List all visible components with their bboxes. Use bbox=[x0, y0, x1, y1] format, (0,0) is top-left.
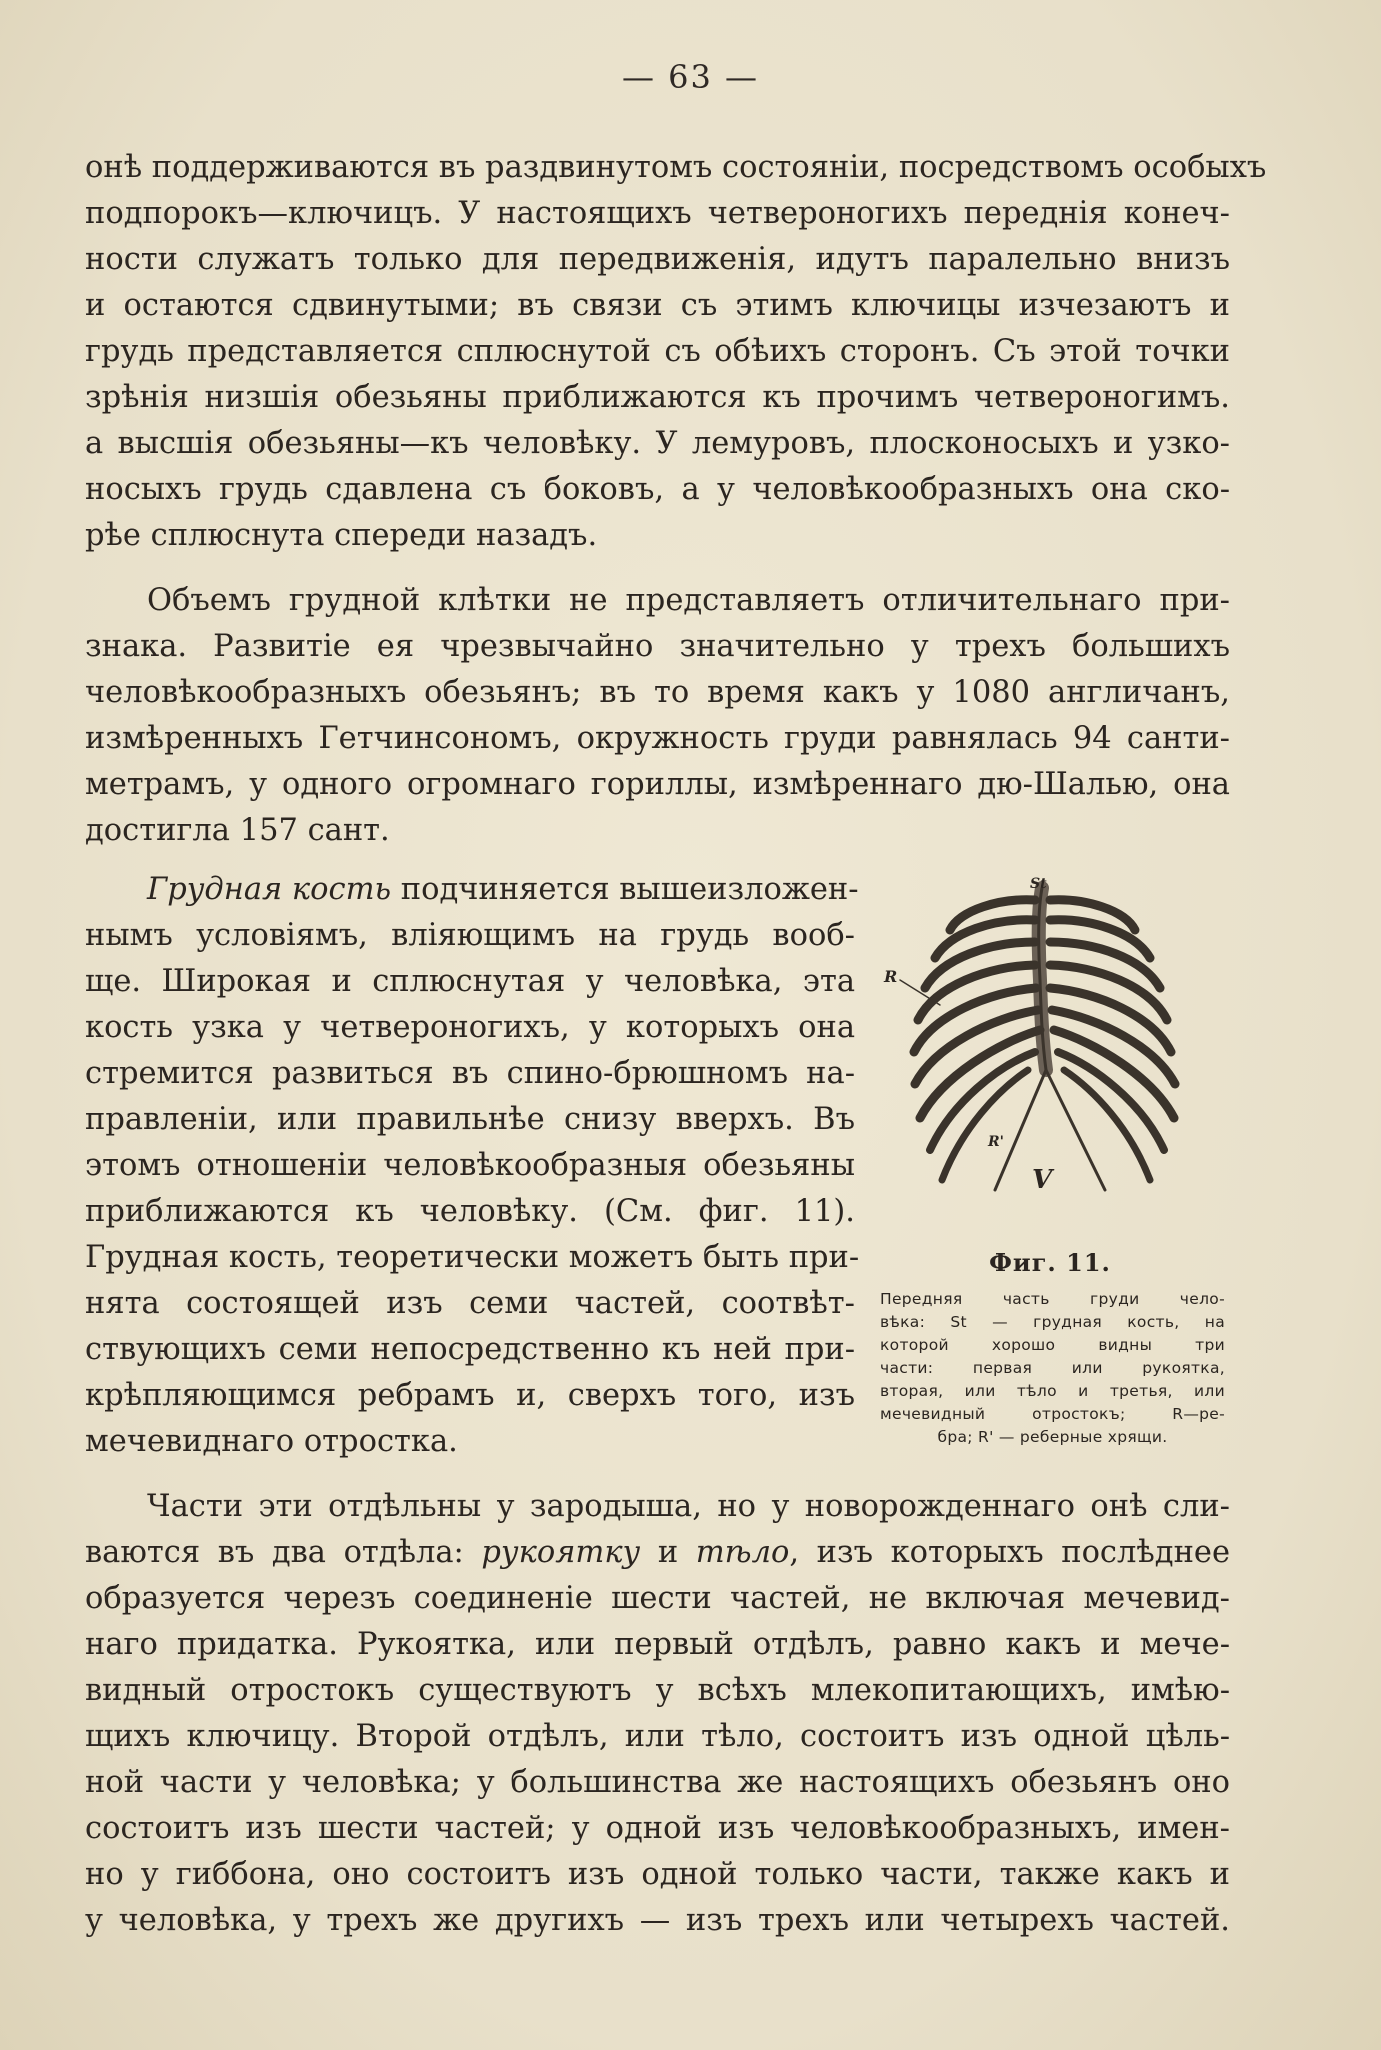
caption-line: которой хорошо видны три bbox=[880, 1336, 1225, 1354]
text-line: человѣкообразныхъ обезьянъ; въ то время какъ у 1080 англичанъ, bbox=[85, 675, 1230, 710]
page-number: — 63 — bbox=[621, 58, 760, 96]
caption-line: вторая, или тѣло и третья, или bbox=[880, 1382, 1225, 1400]
label-r-prime: R' bbox=[988, 1134, 1004, 1150]
text-line: измѣренныхъ Гетчинсономъ, окружность груди равнялась 94 санти- bbox=[85, 721, 1230, 756]
text-line: а высшія обезьяны—къ человѣку. У лемуровъ, плосконосыхъ и узко- bbox=[85, 426, 1230, 461]
text-line: рѣе сплюснута спереди назадъ. bbox=[85, 518, 598, 553]
text-line: наго придатка. Рукоятка, или первый отдѣлъ, равно какъ и мече- bbox=[85, 1627, 1230, 1662]
text-line: мечевиднаго отростка. bbox=[85, 1424, 458, 1459]
text-line: онѣ поддерживаются въ раздвинутомъ состояніи, посредствомъ особыхъ bbox=[85, 150, 1267, 185]
text-line: крѣпляющимся ребрамъ и, сверхъ того, изъ bbox=[85, 1378, 855, 1413]
text-line: ности служатъ только для передвиженія, идутъ паралельно внизъ bbox=[85, 242, 1230, 277]
text-line: у человѣка, у трехъ же другихъ — изъ трехъ или четырехъ частей. bbox=[85, 1903, 1230, 1938]
text-line: грудь представляется сплюснутой съ обѣихъ сторонъ. Съ этой точки bbox=[85, 334, 1230, 369]
text-line: щихъ ключицу. Второй отдѣлъ, или тѣло, состоитъ изъ одной цѣль- bbox=[85, 1719, 1230, 1754]
text-line: нята состоящей изъ семи частей, соотвѣт- bbox=[85, 1286, 855, 1321]
caption-line: мечевидный отростокъ; R—ре- bbox=[880, 1405, 1225, 1423]
text-line: состоитъ изъ шести частей; у одной изъ человѣкообразныхъ, имен- bbox=[85, 1811, 1230, 1846]
text-line: но у гиббона, оно состоитъ изъ одной только части, также какъ и bbox=[85, 1857, 1230, 1892]
text-line: нымъ условіямъ, вліяющимъ на грудь вооб- bbox=[85, 918, 855, 953]
text-line: стремится развиться въ спино-брюшномъ на- bbox=[85, 1056, 855, 1091]
italic-term: рукоятку bbox=[481, 1535, 641, 1570]
caption-line: бра; R' — реберные хрящи. bbox=[937, 1428, 1168, 1446]
text-line: правленіи, или правильнѣе снизу вверхъ. Въ bbox=[85, 1102, 855, 1137]
caption-line: Передняя часть груди чело- bbox=[880, 1290, 1225, 1308]
text-line: и остаются сдвинутыми; въ связи съ этимъ ключицы изчезаютъ и bbox=[85, 288, 1230, 323]
ribcage-figure bbox=[880, 870, 1220, 1230]
text-line: Грудная кость, теоретически можетъ быть при- bbox=[85, 1240, 860, 1275]
text-line: видный отростокъ существуютъ у всѣхъ млекопитающихъ, имѣю- bbox=[85, 1673, 1230, 1708]
text-line: ваются въ два отдѣла: рукоятку и тѣло, изъ которыхъ послѣднее bbox=[85, 1535, 1230, 1570]
text-line: ще. Широкая и сплюснутая у человѣка, эта bbox=[85, 964, 855, 999]
text-line: достигла 157 сант. bbox=[85, 813, 390, 848]
text-line: Объемъ грудной клѣтки не представляетъ отличительнаго при- bbox=[147, 583, 1230, 618]
text-line: Части эти отдѣльны у зародыша, но у новорожденнаго онѣ сли- bbox=[147, 1489, 1230, 1524]
caption-line: вѣка: St — грудная кость, на bbox=[880, 1313, 1225, 1331]
text-line: приближаются къ человѣку. (См. фиг. 11). bbox=[85, 1194, 855, 1229]
text-line: образуется черезъ соединеніе шести частей, не включая мечевид- bbox=[85, 1581, 1230, 1616]
figure-title: Фиг. 11. bbox=[989, 1248, 1111, 1277]
caption-line: части: первая или рукоятка, bbox=[880, 1359, 1225, 1377]
text-line: ствующихъ семи непосредственно къ ней при- bbox=[85, 1332, 855, 1367]
label-r: R bbox=[884, 967, 898, 986]
label-v: V bbox=[1032, 1165, 1053, 1195]
text-line: ной части у человѣка; у большинства же настоящихъ обезьянъ оно bbox=[85, 1765, 1230, 1800]
text-line: подпорокъ—ключицъ. У настоящихъ четвероногихъ переднія конеч- bbox=[85, 196, 1230, 231]
text-line: метрамъ, у одного огромнаго гориллы, измѣреннаго дю-Шалью, она bbox=[85, 767, 1230, 802]
text-line: Грудная кость подчиняется вышеизложен- bbox=[147, 872, 859, 907]
text-line: этомъ отношеніи человѣкообразныя обезьяны bbox=[85, 1148, 855, 1183]
text-line: зрѣнія низшія обезьяны приближаются къ прочимъ четвероногимъ. bbox=[85, 380, 1230, 415]
label-st: St bbox=[1030, 876, 1047, 892]
text-line: кость узка у четвероногихъ, у которыхъ она bbox=[85, 1010, 855, 1045]
text-line: носыхъ грудь сдавлена съ боковъ, а у человѣкообразныхъ она ско- bbox=[85, 472, 1230, 507]
italic-term: Грудная кость bbox=[147, 872, 392, 907]
text-line: знака. Развитіе ея чрезвычайно значительно у трехъ большихъ bbox=[85, 629, 1230, 664]
italic-term: тѣло bbox=[695, 1535, 790, 1570]
